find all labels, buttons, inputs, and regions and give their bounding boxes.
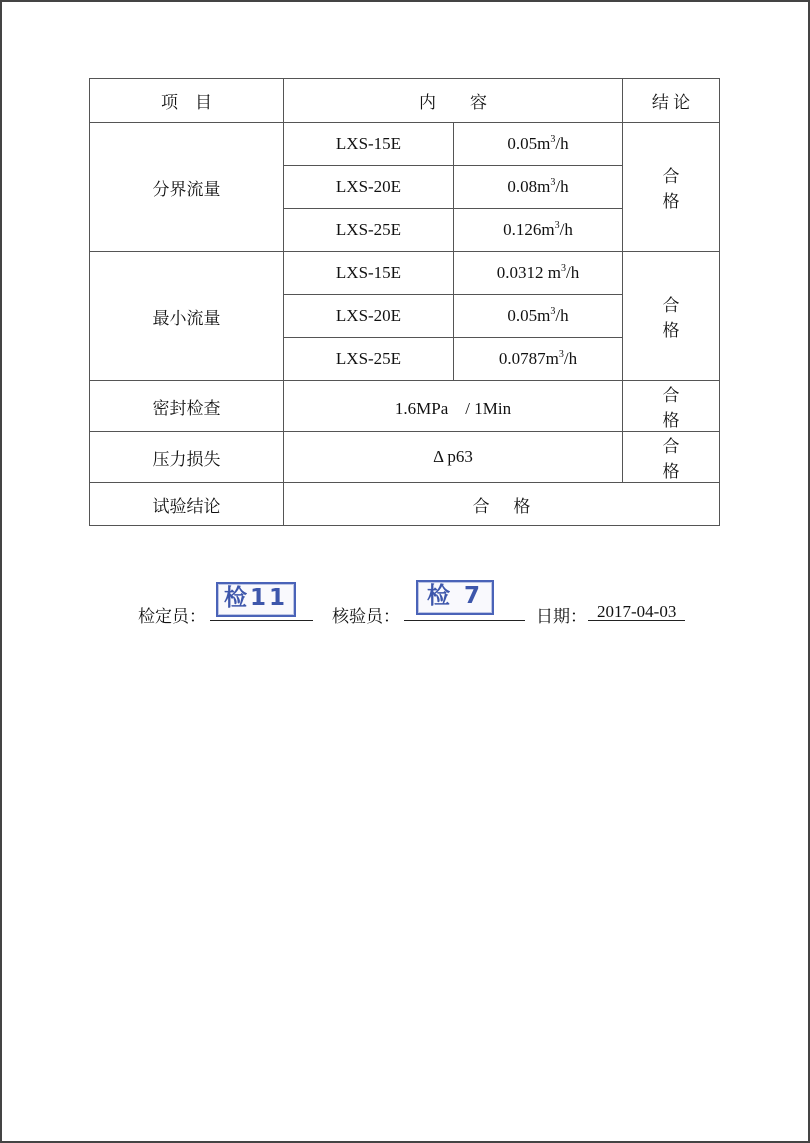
item-cell: 密封检查 (90, 381, 284, 432)
table-row (90, 381, 720, 432)
verifier-stamp: 检11 (216, 582, 296, 617)
model-cell: LXS-20E (284, 295, 454, 338)
table-row (90, 252, 720, 295)
header-content: 内 容 (284, 79, 623, 123)
result-cell: 合格 (623, 432, 720, 483)
result-cell: 合格 (623, 252, 720, 381)
checker-blank (404, 620, 525, 621)
table-header-row (90, 79, 720, 123)
item-cell: 压力损失 (90, 432, 284, 483)
verifier-label: 检定员： (138, 607, 206, 626)
model-cell: LXS-15E (284, 252, 454, 295)
table-row (90, 123, 720, 166)
value-cell: $0.0787m^3/h$ (454, 338, 623, 381)
date-label: 日期： (536, 607, 587, 626)
checker-label: 核验员： (332, 607, 400, 626)
value-cell: $0.126m^3/h$ (454, 209, 623, 252)
model-cell: LXS-20E (284, 166, 454, 209)
result-cell: 合格 (623, 381, 720, 432)
header-result: 结 论 (623, 79, 720, 123)
model-cell: LXS-15E (284, 123, 454, 166)
model-cell: LXS-25E (284, 338, 454, 381)
table-row (90, 432, 720, 483)
signature-line (138, 578, 738, 628)
checker-stamp: 检 7 (416, 580, 494, 615)
date-value: 2017-04-03 (597, 602, 677, 621)
content-cell: 1.6MPa / 1Min (284, 381, 623, 432)
result-cell: 合格 (623, 123, 720, 252)
value-cell: $0.05m^3/h$ (454, 295, 623, 338)
test-results-table (89, 78, 720, 526)
table-row (90, 483, 720, 526)
value-cell: $0.08m^3/h$ (454, 166, 623, 209)
verifier-blank (210, 620, 313, 621)
item-cell: 试验结论 (90, 483, 284, 526)
item-cell: 最小流量 (90, 252, 284, 381)
item-cell: 分界流量 (90, 123, 284, 252)
conclusion-cell: 合格 (284, 483, 720, 526)
value-cell: $0.05m^3/h$ (454, 123, 623, 166)
value-cell: 0.0312 $m^3/h$ (454, 252, 623, 295)
model-cell: LXS-25E (284, 209, 454, 252)
content-cell: Δ p63 (284, 432, 623, 483)
header-item: 项 目 (90, 79, 284, 123)
